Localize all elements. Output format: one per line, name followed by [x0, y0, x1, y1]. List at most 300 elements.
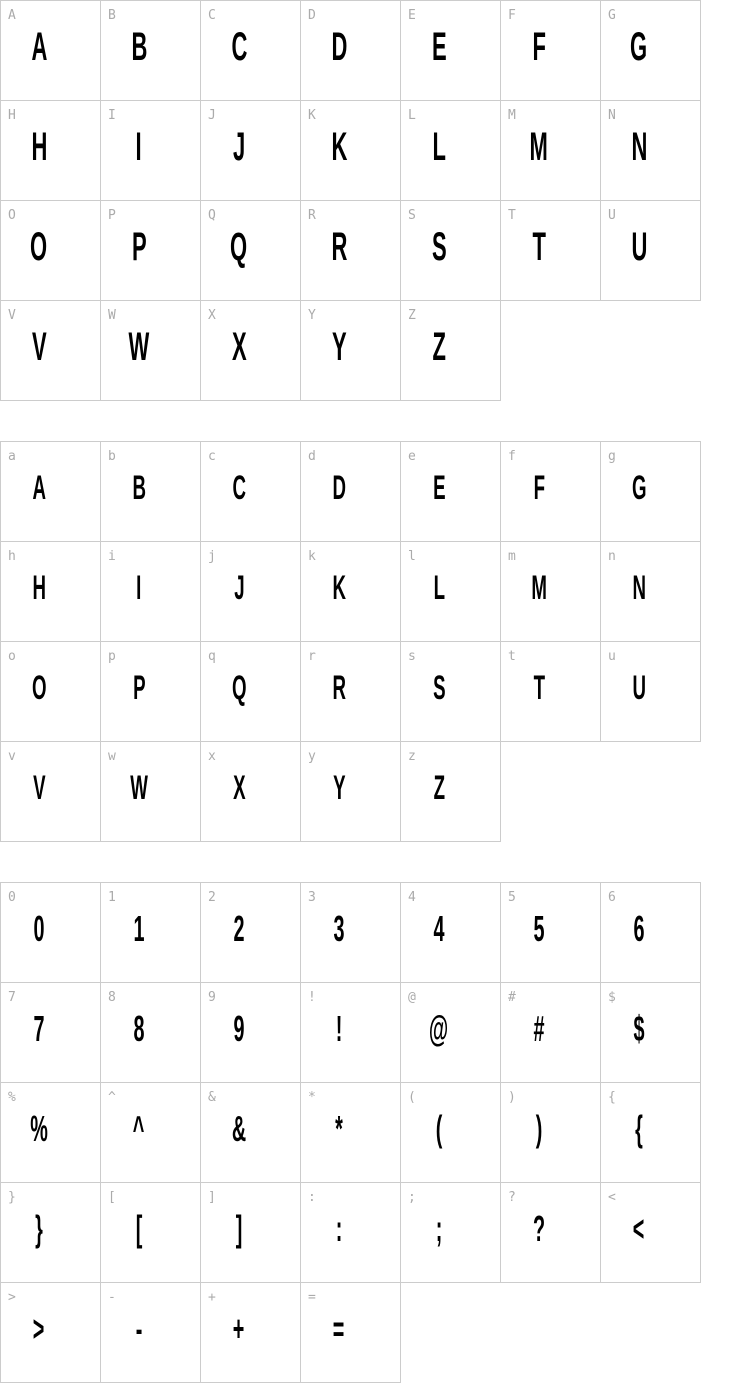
glyph-label: =	[308, 1290, 316, 1305]
glyph-cell	[601, 883, 701, 983]
glyph-label: 7	[8, 990, 16, 1005]
glyph-preview: X	[232, 769, 246, 807]
glyph-preview: C	[231, 25, 247, 69]
glyph-preview: ^	[133, 1108, 145, 1149]
glyph-preview-box	[601, 999, 677, 1059]
glyph-preview-box	[101, 217, 177, 277]
glyph-preview-box	[501, 999, 577, 1059]
glyph-row	[1, 983, 701, 1083]
glyph-preview-box	[1, 458, 77, 518]
glyph-cell	[301, 542, 401, 642]
glyph-label: >	[8, 1290, 16, 1305]
glyph-preview-box	[401, 1099, 477, 1159]
glyph-preview: G	[630, 25, 648, 69]
glyph-label: M	[508, 108, 516, 123]
glyph-cell	[601, 201, 701, 301]
glyph-preview-box	[101, 117, 177, 177]
glyph-label: O	[8, 208, 16, 223]
glyph-preview-box	[301, 658, 377, 718]
glyph-cell	[201, 983, 301, 1083]
glyph-preview-box	[1, 1299, 77, 1359]
glyph-preview-box	[501, 1199, 577, 1259]
glyph-label: 5	[508, 890, 516, 905]
glyph-cell	[1, 1, 101, 101]
glyph-cell	[601, 101, 701, 201]
glyph-cell	[601, 442, 701, 542]
glyph-preview: R	[331, 225, 347, 269]
glyph-cell	[301, 101, 401, 201]
glyph-label: L	[408, 108, 416, 123]
glyph-cell	[601, 983, 701, 1083]
glyph-cell	[1, 1183, 101, 1283]
glyph-cell	[1, 642, 101, 742]
glyph-preview-box	[501, 117, 577, 177]
glyph-cell	[1, 542, 101, 642]
glyph-preview-box	[501, 17, 577, 77]
glyph-cell	[601, 542, 701, 642]
glyph-preview: G	[631, 469, 647, 507]
glyph-preview: S	[432, 669, 446, 707]
glyph-preview-box	[601, 1099, 677, 1159]
glyph-cell	[201, 883, 301, 983]
glyph-preview-box	[601, 899, 677, 959]
glyph-preview: V	[31, 325, 47, 369]
glyph-preview-box	[1, 758, 77, 818]
glyph-preview: U	[631, 225, 647, 269]
glyph-preview: 3	[333, 908, 345, 949]
glyph-label: v	[8, 749, 16, 764]
glyph-preview-box	[101, 317, 177, 377]
glyph-preview: +	[233, 1308, 245, 1349]
glyph-label: ?	[508, 1190, 516, 1205]
glyph-preview-box	[201, 1299, 277, 1359]
glyph-cell	[601, 1, 701, 101]
glyph-preview-box	[1, 1099, 77, 1159]
glyph-preview: >	[33, 1308, 45, 1349]
glyph-label: 6	[608, 890, 616, 905]
glyph-cell	[201, 1083, 301, 1183]
glyph-label: &	[208, 1090, 216, 1105]
glyph-preview: 5	[533, 908, 545, 949]
glyph-preview: T	[532, 225, 546, 269]
glyph-label: I	[108, 108, 116, 123]
glyph-cell	[1, 742, 101, 842]
glyph-preview-box	[601, 1199, 677, 1259]
glyph-preview: 7	[33, 1008, 45, 1049]
glyph-preview: 0	[33, 908, 45, 949]
glyph-preview: 2	[233, 908, 245, 949]
glyph-preview-box	[401, 758, 477, 818]
glyph-cell	[501, 201, 601, 301]
glyph-cell	[501, 542, 601, 642]
glyph-label: #	[508, 990, 516, 1005]
glyph-preview-box	[201, 117, 277, 177]
glyph-preview-box	[201, 1099, 277, 1159]
glyph-cell	[101, 883, 201, 983]
glyph-label: a	[8, 449, 16, 464]
glyph-cell	[601, 1183, 701, 1283]
glyph-preview-box	[201, 658, 277, 718]
glyph-label: !	[308, 990, 316, 1005]
glyph-preview: M	[531, 569, 547, 607]
glyph-preview-box	[1, 899, 77, 959]
glyph-cell	[201, 101, 301, 201]
glyph-preview: J	[232, 125, 246, 169]
glyph-label: ;	[408, 1190, 416, 1205]
glyph-row	[1, 642, 701, 742]
glyph-preview: R	[332, 669, 346, 707]
glyph-preview: F	[533, 469, 545, 507]
glyph-preview-box	[601, 458, 677, 518]
glyph-label: 0	[8, 890, 16, 905]
glyph-label: j	[208, 549, 216, 564]
glyph-cell	[401, 542, 501, 642]
glyph-preview: Q	[230, 225, 248, 269]
glyph-preview-box	[101, 558, 177, 618]
glyph-preview: D	[332, 469, 346, 507]
glyph-label: g	[608, 449, 616, 464]
glyph-row	[1, 542, 701, 642]
glyph-preview: H	[32, 569, 46, 607]
glyph-label: 4	[408, 890, 416, 905]
glyph-preview: W	[128, 325, 150, 369]
glyph-label: A	[8, 8, 16, 23]
glyph-preview: C	[232, 469, 246, 507]
glyph-label: V	[8, 308, 16, 323]
glyph-cell	[501, 1183, 601, 1283]
glyph-label: d	[308, 449, 316, 464]
glyph-row	[1, 1183, 701, 1283]
glyph-preview: N	[631, 125, 647, 169]
glyph-cell	[201, 1283, 301, 1383]
glyph-preview: O	[30, 225, 48, 269]
glyph-cell	[101, 1083, 201, 1183]
glyph-cell	[101, 983, 201, 1083]
glyph-preview-box	[501, 899, 577, 959]
glyph-preview: U	[632, 669, 646, 707]
glyph-cell	[101, 301, 201, 401]
glyph-preview: )	[535, 1108, 543, 1149]
glyph-cell	[101, 201, 201, 301]
glyph-preview-box	[401, 317, 477, 377]
glyph-cell	[101, 442, 201, 542]
glyph-preview-box	[601, 17, 677, 77]
glyph-label: y	[308, 749, 316, 764]
glyph-preview: Q	[231, 669, 247, 707]
glyph-cell	[501, 983, 601, 1083]
glyph-cell	[501, 642, 601, 742]
glyph-label: D	[308, 8, 316, 23]
glyph-preview-box	[201, 317, 277, 377]
glyph-preview-box	[401, 899, 477, 959]
glyph-preview-box	[301, 117, 377, 177]
glyph-preview-box	[101, 1199, 177, 1259]
glyph-preview: I	[135, 125, 143, 169]
glyph-preview: M	[529, 125, 549, 169]
glyph-label: c	[208, 449, 216, 464]
glyph-cell	[401, 1, 501, 101]
glyph-cell	[401, 301, 501, 401]
glyph-preview-box	[1, 999, 77, 1059]
glyph-cell	[101, 1, 201, 101]
glyph-preview: Y	[332, 769, 346, 807]
glyph-preview: }	[35, 1208, 43, 1249]
glyph-preview: K	[331, 125, 347, 169]
glyph-preview: ]	[235, 1208, 243, 1249]
glyph-preview: Z	[432, 325, 446, 369]
glyph-cell	[1, 883, 101, 983]
glyph-preview: ;	[435, 1208, 443, 1249]
glyph-cell	[401, 883, 501, 983]
glyph-preview: -	[135, 1308, 143, 1349]
glyph-preview-box	[101, 758, 177, 818]
glyph-cell	[101, 742, 201, 842]
glyph-preview: 8	[133, 1008, 145, 1049]
glyph-preview-box	[401, 17, 477, 77]
glyph-preview: &	[231, 1108, 247, 1149]
glyph-cell	[301, 642, 401, 742]
glyph-preview-box	[101, 1099, 177, 1159]
glyph-preview: (	[435, 1108, 443, 1149]
glyph-label: {	[608, 1090, 616, 1105]
glyph-preview-box	[501, 217, 577, 277]
glyph-preview: T	[533, 669, 545, 707]
glyph-cell	[201, 742, 301, 842]
glyph-row	[1, 1283, 701, 1383]
glyph-preview: !	[335, 1008, 343, 1049]
glyph-preview: W	[130, 769, 148, 807]
glyph-label: (	[408, 1090, 416, 1105]
glyph-label: X	[208, 308, 216, 323]
glyph-label: @	[408, 990, 416, 1005]
glyph-cell	[201, 642, 301, 742]
glyph-preview-box	[401, 458, 477, 518]
glyph-preview-box	[301, 1299, 377, 1359]
glyph-cell	[101, 1283, 201, 1383]
glyph-cell	[501, 1083, 601, 1183]
glyph-preview: S	[431, 225, 447, 269]
glyph-preview: B	[131, 25, 147, 69]
glyph-preview-box	[301, 899, 377, 959]
glyph-label: z	[408, 749, 416, 764]
glyph-preview: B	[132, 469, 146, 507]
glyph-row	[1, 1, 701, 101]
glyph-cell	[101, 542, 201, 642]
glyph-label: s	[408, 649, 416, 664]
glyph-label: l	[408, 549, 416, 564]
glyph-preview: $	[633, 1008, 645, 1049]
glyph-cell	[1, 201, 101, 301]
glyph-label: u	[608, 649, 616, 664]
glyph-preview-box	[501, 558, 577, 618]
glyph-preview-box	[1, 17, 77, 77]
glyph-cell	[201, 442, 301, 542]
glyph-label: P	[108, 208, 116, 223]
glyph-label: o	[8, 649, 16, 664]
glyph-cell	[401, 201, 501, 301]
glyph-row	[1, 1083, 701, 1183]
glyph-preview-box	[101, 999, 177, 1059]
glyph-label: )	[508, 1090, 516, 1105]
glyph-preview-box	[301, 1099, 377, 1159]
glyph-label: 9	[208, 990, 216, 1005]
glyph-preview: A	[31, 25, 47, 69]
glyph-cell	[1, 442, 101, 542]
glyph-cell	[301, 883, 401, 983]
glyph-cell	[201, 201, 301, 301]
glyph-preview-box	[301, 558, 377, 618]
glyph-cell	[501, 101, 601, 201]
glyph-label: 2	[208, 890, 216, 905]
glyph-preview-box	[1, 658, 77, 718]
glyph-cell	[401, 1183, 501, 1283]
glyph-row	[1, 883, 701, 983]
glyph-preview-box	[1, 1199, 77, 1259]
glyph-cell	[301, 983, 401, 1083]
glyph-cell	[301, 1, 401, 101]
glyph-label: i	[108, 549, 116, 564]
glyph-cell	[1, 983, 101, 1083]
lowercase-letters-table	[0, 441, 701, 842]
glyph-label: H	[8, 108, 16, 123]
glyph-cell	[301, 1183, 401, 1283]
glyph-preview: {	[635, 1108, 643, 1149]
glyph-cell	[601, 1083, 701, 1183]
glyph-preview: I	[136, 569, 142, 607]
glyph-preview-box	[101, 658, 177, 718]
glyph-preview: *	[335, 1108, 343, 1149]
glyph-preview-box	[401, 217, 477, 277]
glyph-preview-box	[1, 117, 77, 177]
glyph-cell	[301, 742, 401, 842]
glyph-preview-box	[401, 1199, 477, 1259]
glyph-label: *	[308, 1090, 316, 1105]
glyph-label: 1	[108, 890, 116, 905]
glyph-label: ]	[208, 1190, 216, 1205]
glyph-preview: H	[31, 125, 47, 169]
glyph-label: $	[608, 990, 616, 1005]
glyph-label: ^	[108, 1090, 116, 1105]
glyph-label: K	[308, 108, 316, 123]
glyph-cell	[301, 1283, 401, 1383]
glyph-cell	[201, 1, 301, 101]
glyph-label: <	[608, 1190, 616, 1205]
glyph-preview-box	[501, 658, 577, 718]
glyph-preview: <	[633, 1208, 645, 1249]
glyph-preview: O	[31, 669, 47, 707]
glyph-label: f	[508, 449, 516, 464]
glyph-row	[1, 101, 701, 201]
glyph-preview-box	[201, 1199, 277, 1259]
glyph-label: Q	[208, 208, 216, 223]
glyph-cell	[201, 1183, 301, 1283]
glyph-label: Y	[308, 308, 316, 323]
glyph-preview-box	[201, 17, 277, 77]
glyph-preview: L	[433, 569, 445, 607]
glyph-preview-box	[301, 317, 377, 377]
glyph-label: F	[508, 8, 516, 23]
glyph-label: Z	[408, 308, 416, 323]
glyph-preview: V	[32, 769, 46, 807]
glyph-cell	[301, 1083, 401, 1183]
glyph-label: t	[508, 649, 516, 664]
glyph-cell	[1, 101, 101, 201]
glyph-preview-box	[401, 658, 477, 718]
uppercase-letters-table	[0, 0, 701, 401]
glyph-preview: ?	[532, 1208, 546, 1249]
glyph-row	[1, 301, 701, 401]
glyph-cell	[401, 742, 501, 842]
glyph-preview-box	[201, 899, 277, 959]
glyph-label: x	[208, 749, 216, 764]
glyph-label: G	[608, 8, 616, 23]
glyph-preview: J	[233, 569, 245, 607]
glyph-label: N	[608, 108, 616, 123]
glyph-preview-box	[201, 558, 277, 618]
glyph-preview: Y	[331, 325, 347, 369]
glyph-preview-box	[601, 117, 677, 177]
glyph-cell	[1, 1283, 101, 1383]
glyph-label: U	[608, 208, 616, 223]
glyph-label: T	[508, 208, 516, 223]
glyph-preview-box	[1, 217, 77, 277]
glyph-cell	[201, 542, 301, 642]
glyph-label: n	[608, 549, 616, 564]
glyph-preview-box	[201, 999, 277, 1059]
glyph-label: w	[108, 749, 116, 764]
glyph-preview-box	[101, 899, 177, 959]
glyph-preview-box	[201, 458, 277, 518]
glyph-preview-box	[201, 758, 277, 818]
glyph-cell	[401, 101, 501, 201]
glyph-preview: D	[331, 25, 347, 69]
glyph-preview-box	[301, 17, 377, 77]
glyph-label: b	[108, 449, 116, 464]
glyph-preview: P	[131, 225, 147, 269]
glyph-preview-box	[401, 558, 477, 618]
glyph-label: :	[308, 1190, 316, 1205]
glyph-preview: F	[532, 25, 546, 69]
glyph-preview-box	[601, 217, 677, 277]
glyph-preview-box	[501, 458, 577, 518]
glyph-label: S	[408, 208, 416, 223]
glyph-label: J	[208, 108, 216, 123]
glyph-label: p	[108, 649, 116, 664]
glyph-cell	[401, 442, 501, 542]
glyph-label: -	[108, 1290, 116, 1305]
glyph-preview-box	[301, 999, 377, 1059]
glyph-preview-box	[301, 217, 377, 277]
glyph-cell	[501, 1, 601, 101]
glyph-preview-box	[301, 1199, 377, 1259]
glyph-preview-box	[201, 217, 277, 277]
glyph-preview: L	[432, 125, 446, 169]
glyph-label: h	[8, 549, 16, 564]
glyph-label: +	[208, 1290, 216, 1305]
glyph-preview-box	[1, 317, 77, 377]
glyph-cell	[301, 442, 401, 542]
glyph-preview: @	[429, 1008, 449, 1049]
glyph-cell	[301, 301, 401, 401]
glyph-preview-box	[301, 758, 377, 818]
glyph-preview: :	[335, 1208, 343, 1249]
glyph-preview: E	[432, 469, 446, 507]
glyph-preview: P	[132, 669, 146, 707]
glyph-label: W	[108, 308, 116, 323]
glyph-label: m	[508, 549, 516, 564]
glyph-label: E	[408, 8, 416, 23]
glyph-label: k	[308, 549, 316, 564]
